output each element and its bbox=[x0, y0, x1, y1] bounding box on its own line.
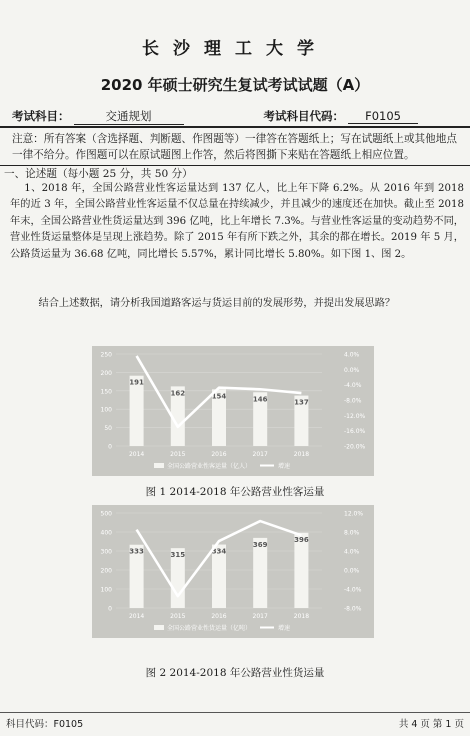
chart2-left-tick: 400 bbox=[100, 529, 112, 537]
chart1-right-tick: -12.0% bbox=[344, 412, 366, 420]
chart1-right-tick: 4.0% bbox=[344, 351, 360, 359]
header-rule bbox=[0, 126, 470, 128]
exam-title: 2020 年硕士研究生复试考试试题（A） bbox=[100, 76, 370, 94]
chart1-data-label: 191 bbox=[129, 378, 144, 387]
chart2-right-tick: 8.0% bbox=[344, 529, 360, 537]
chart1-right-tick: -20.0% bbox=[344, 443, 366, 451]
chart2-category-label: 2018 bbox=[293, 613, 310, 620]
school-name: 长沙理工大学 bbox=[142, 39, 328, 59]
question-1-text: 1、2018 年，全国公路营业性客运量达到 137 亿人，比上年下降 6.2%。从 2016 年到 2018 年的近 3 年，全国公路营业性客运量不仅总量在持续减少，并且减少的速度还在加快。截止至 2018 年末，全国公路营业性货运量达到 396 亿吨，比上年增长 7.3%。与营业性客运量的变动趋势不同，营业性货运量整体是呈现上涨趋势。除了 2015 年有所下跌之外，其余的都在增长。2019 年 5 月，公路货运量为 36.68 亿吨，同比增长 5.57%，累计同比增长 5.80%。如下图 1、图 2。 bbox=[10, 183, 464, 260]
chart2-data-label: 334 bbox=[211, 547, 227, 556]
chart1-svg bbox=[92, 346, 374, 476]
chart1-left-tick: 250 bbox=[100, 351, 112, 359]
chart1-data-label: 146 bbox=[252, 395, 268, 404]
chart1-left-tick: 0 bbox=[108, 443, 112, 451]
chart2-legend-bar-swatch bbox=[154, 625, 164, 630]
chart1-category-label: 2016 bbox=[211, 451, 227, 458]
question-1-task: 结合上述数据，请分析我国道路客运与货运目前的发展形势，并提出发展思路？ bbox=[38, 298, 396, 309]
passenger-volume-chart bbox=[92, 346, 374, 476]
figure-2-caption: 图 2 2014-2018 年公路营业性货运量 bbox=[145, 667, 325, 679]
chart1-category-label: 2014 bbox=[128, 451, 145, 458]
chart2-data-label: 396 bbox=[294, 535, 309, 544]
footer-page-number: 共 4 页 第 1 页 bbox=[398, 719, 464, 730]
chart1-category-label: 2017 bbox=[252, 451, 268, 458]
code-value: F0105 bbox=[348, 109, 418, 124]
chart1-data-label: 137 bbox=[294, 398, 309, 407]
chart2-left-tick: 0 bbox=[108, 605, 112, 613]
chart2-right-tick: -4.0% bbox=[344, 586, 362, 594]
exam-info-row bbox=[12, 108, 460, 126]
chart2-data-label: 315 bbox=[170, 551, 186, 560]
chart2-category-label: 2017 bbox=[252, 613, 268, 620]
chart1-left-tick: 200 bbox=[100, 369, 112, 377]
chart2-right-tick: 0.0% bbox=[344, 567, 360, 575]
exam-notice: 注意：所有答案（含选择题、判断题、作图题等）一律答在答题纸上；写在试题纸上或其他地点一律不给分。作图题可以在原试题图上作答，然后将图撕下来贴在答题纸上相应位置。 bbox=[12, 133, 457, 161]
chart1-right-tick: -16.0% bbox=[344, 428, 366, 436]
footer-rule bbox=[0, 712, 470, 713]
chart1-legend-line-label: 增速 bbox=[278, 463, 291, 470]
chart2-bar bbox=[294, 533, 308, 608]
chart1-category-label: 2015 bbox=[170, 451, 186, 458]
chart2-category-label: 2014 bbox=[128, 613, 145, 620]
chart2-legend-bar-label: 全国公路营业性货运量（亿吨） bbox=[167, 625, 252, 632]
chart2-data-label: 369 bbox=[252, 540, 268, 549]
chart1-right-tick: -4.0% bbox=[344, 382, 362, 390]
chart2-category-label: 2016 bbox=[211, 613, 227, 620]
chart1-right-tick: -8.0% bbox=[344, 397, 362, 405]
chart2-left-tick: 300 bbox=[100, 548, 112, 556]
chart2-left-tick: 100 bbox=[100, 586, 112, 594]
chart1-category-label: 2018 bbox=[293, 451, 310, 458]
chart2-right-tick: 12.0% bbox=[344, 510, 364, 518]
chart2-right-tick: -8.0% bbox=[344, 605, 362, 613]
chart1-legend-bar-label: 全国公路营业性客运量（亿人） bbox=[167, 463, 252, 470]
figure-1-caption: 图 1 2014-2018 年公路营业性客运量 bbox=[145, 486, 325, 498]
chart2-left-tick: 500 bbox=[100, 510, 112, 518]
chart1-left-tick: 100 bbox=[100, 406, 112, 414]
chart1-data-label: 154 bbox=[211, 392, 227, 401]
chart2-legend-line-label: 增速 bbox=[278, 625, 291, 632]
chart1-left-tick: 150 bbox=[100, 388, 112, 396]
chart2-data-label: 333 bbox=[129, 547, 144, 556]
chart2-left-tick: 200 bbox=[100, 567, 112, 575]
subject-value: 交通规划 bbox=[74, 108, 184, 125]
code-label: 考试科目代码： bbox=[263, 109, 345, 123]
chart2-right-tick: 4.0% bbox=[344, 548, 360, 556]
chart2-category-label: 2015 bbox=[170, 613, 186, 620]
footer-subject-code: 科目代码：F0105 bbox=[6, 719, 84, 730]
chart2-svg bbox=[92, 505, 374, 638]
section-title: 一、论述题（每小题 25 分，共 50 分） bbox=[4, 168, 193, 180]
freight-volume-chart bbox=[92, 505, 374, 638]
subject-label: 考试科目： bbox=[12, 109, 70, 123]
chart1-left-tick: 50 bbox=[104, 425, 112, 433]
chart1-data-label: 162 bbox=[170, 389, 186, 398]
chart1-right-tick: 0.0% bbox=[344, 366, 360, 374]
chart1-legend-bar-swatch bbox=[154, 463, 164, 468]
